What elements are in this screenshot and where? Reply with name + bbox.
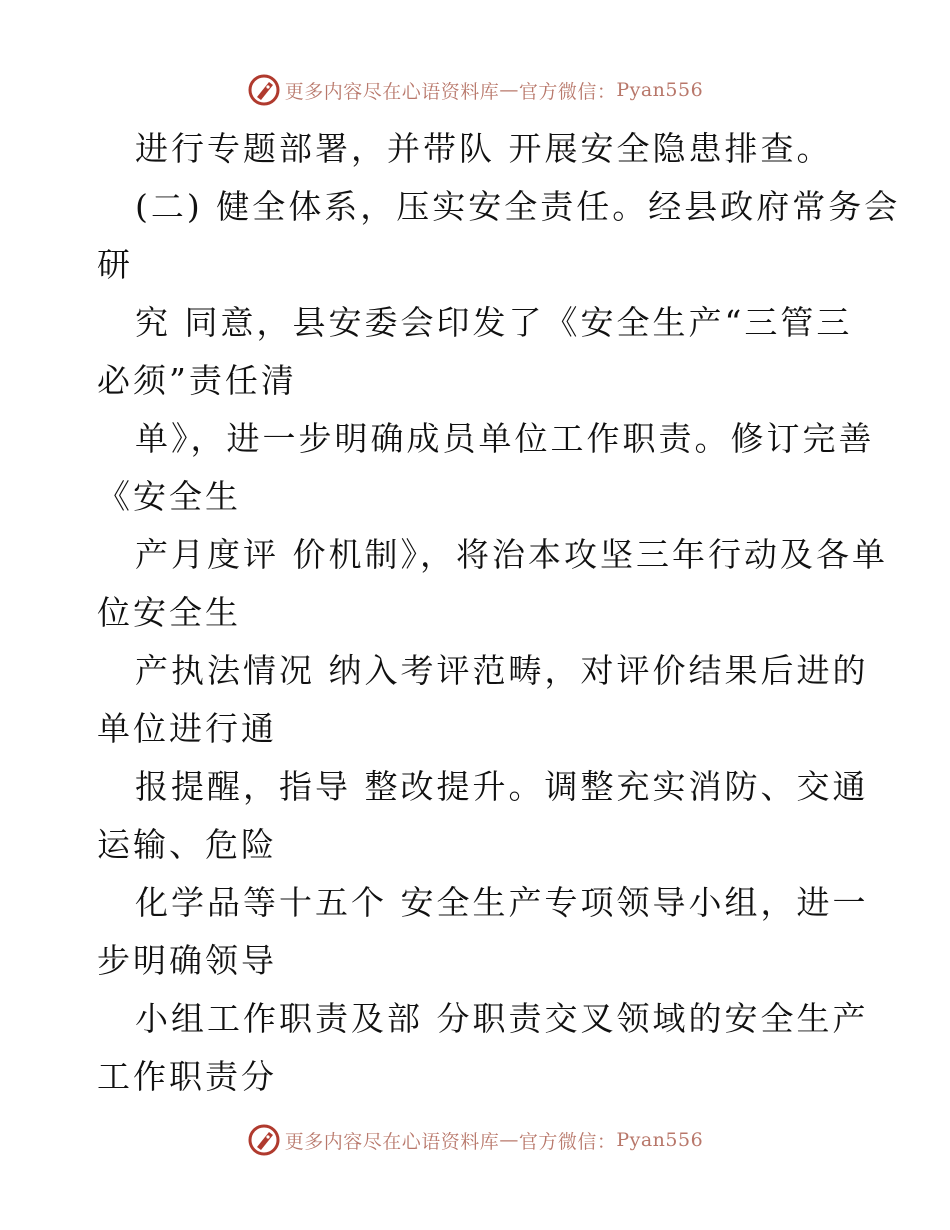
text-line: 运输、危险 xyxy=(97,825,277,864)
text-line: 究 同意，县安委会印发了《安全生产“三管三 xyxy=(135,303,853,342)
text-line: 步明确领导 xyxy=(97,941,277,980)
text-line: 必须”责任清 xyxy=(97,361,297,400)
text-line: 化学品等十五个 安全生产专项领导小组，进一 xyxy=(135,883,869,922)
text-line: 《安全生 xyxy=(97,477,241,516)
text-line: 单位进行通 xyxy=(97,709,277,748)
header-watermark xyxy=(0,70,950,110)
text-line: 进行专题部署，并带队 开展安全隐患排查。 xyxy=(135,129,833,168)
pen-nib-logo-icon xyxy=(247,73,281,107)
header-wechat-label: 官方微信： xyxy=(518,80,617,103)
header-dash: — xyxy=(499,79,519,101)
pen-nib-logo-icon xyxy=(247,1123,281,1157)
text-line: 小组工作职责及部 分职责交叉领域的安全生产 xyxy=(135,999,869,1038)
footer-watermark xyxy=(0,1120,950,1160)
footer-dash: — xyxy=(499,1129,519,1151)
header-wechat-id: Pyan556 xyxy=(616,79,704,101)
text-line: 产执法情况 纳入考评范畴，对评价结果后进的 xyxy=(135,651,869,690)
text-line: 位安全生 xyxy=(97,593,241,632)
footer-wechat-id: Pyan556 xyxy=(616,1129,704,1151)
text-line: (二) 健全体系，压实安全责任。经县政府常务会 xyxy=(135,187,901,226)
document-body xyxy=(97,120,901,1106)
text-line: 报提醒，指导 整改提升。调整充实消防、交通 xyxy=(135,767,869,806)
footer-wechat-label: 官方微信： xyxy=(518,1130,617,1153)
footer-site-text: 更多内容尽在心语资料库 xyxy=(284,1130,500,1153)
header-site-text: 更多内容尽在心语资料库 xyxy=(284,80,500,103)
text-line: 研 xyxy=(97,245,133,284)
text-line: 单》，进一步明确成员单位工作职责。修订完善 xyxy=(135,419,875,458)
text-line: 产月度评 价机制》，将治本攻坚三年行动及各单 xyxy=(135,535,888,574)
text-line: 工作职责分 xyxy=(97,1057,277,1096)
